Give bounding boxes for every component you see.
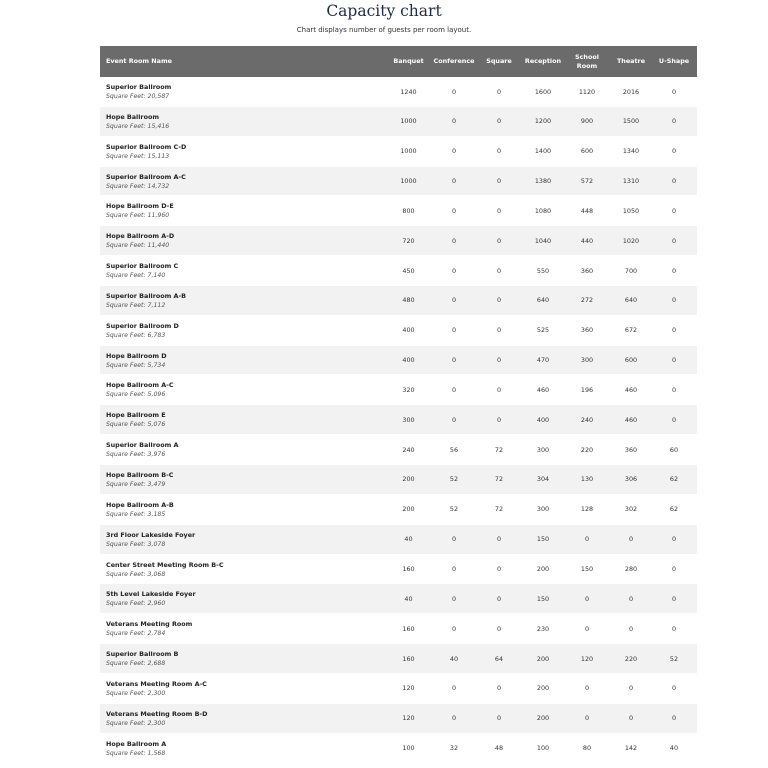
cell-square: 0: [496, 594, 502, 603]
room-square-feet: Square Feet: 3,068: [106, 570, 166, 578]
cell-conference: 0: [451, 177, 457, 186]
cell-reception: 1600: [534, 87, 552, 96]
cell-square: 0: [496, 236, 502, 245]
table-row: [100, 196, 697, 226]
table-row: [100, 286, 697, 316]
cell-banquet: 100: [402, 744, 415, 753]
room-name: Veterans Meeting Room B-D: [106, 709, 208, 718]
cell-room: [106, 381, 356, 399]
cell-room: [106, 173, 356, 191]
cell-u-shape: 0: [671, 535, 677, 544]
cell-room: [106, 650, 356, 668]
cell-banquet: 120: [402, 714, 415, 723]
room-square-feet: Square Feet: 5,734: [106, 361, 166, 369]
cell-square: 0: [496, 206, 502, 215]
table-row: [100, 137, 697, 167]
cell-reception: 200: [536, 565, 550, 573]
cell-square: 0: [496, 147, 502, 156]
cell-school-room: 300: [580, 356, 594, 365]
cell-theatre: 2016: [622, 87, 640, 96]
cell-reception: 200: [536, 684, 550, 693]
cell-square: 0: [496, 356, 502, 365]
cell-conference: 0: [451, 415, 457, 424]
table-row: [100, 734, 697, 764]
room-name: Hope Ballroom A-C: [106, 381, 174, 390]
table-row: [100, 704, 697, 734]
header-reception: Reception: [524, 57, 562, 65]
cell-theatre: 0: [628, 624, 634, 633]
cell-conference: 0: [451, 594, 457, 603]
cell-u-shape: 0: [671, 147, 677, 156]
cell-banquet: 320: [402, 385, 415, 394]
cell-reception: 200: [536, 654, 550, 663]
cell-u-shape: 0: [671, 87, 677, 96]
cell-square: 0: [496, 117, 502, 126]
cell-theatre: 142: [624, 744, 638, 753]
cell-room: [106, 531, 356, 549]
cell-theatre: 280: [624, 565, 638, 573]
table-row: [100, 316, 697, 346]
cell-room: [106, 740, 356, 758]
room-square-feet: Square Feet: 2,688: [106, 660, 166, 668]
cell-u-shape: 62: [669, 505, 679, 514]
cell-conference: 0: [451, 535, 457, 544]
cell-banquet: 1000: [400, 147, 417, 156]
room-name: 3rd Floor Lakeside Foyer: [106, 530, 196, 539]
cell-u-shape: 40: [669, 744, 679, 753]
room-name: Superior Ballroom A: [106, 441, 179, 450]
cell-school-room: 0: [584, 624, 590, 633]
cell-reception: 1380: [534, 177, 552, 186]
cell-theatre: 460: [624, 385, 638, 394]
cell-u-shape: 0: [671, 266, 677, 275]
cell-theatre: 460: [624, 415, 638, 424]
cell-theatre: 0: [628, 535, 634, 544]
cell-room: [106, 202, 356, 220]
cell-school-room: 0: [584, 594, 590, 603]
table-row: [100, 584, 697, 614]
room-name: Superior Ballroom A-B: [106, 291, 187, 300]
room-square-feet: Square Feet: 1,568: [106, 749, 166, 757]
cell-reception: 1400: [534, 147, 552, 156]
cell-square: 72: [494, 505, 504, 514]
room-square-feet: Square Feet: 3,479: [106, 480, 166, 488]
cell-school-room: 1120: [578, 87, 596, 96]
cell-square: 0: [496, 624, 502, 633]
cell-theatre: 1340: [622, 147, 640, 156]
cell-school-room: 80: [582, 744, 592, 753]
table-row: [100, 525, 697, 555]
room-square-feet: Square Feet: 5,096: [106, 391, 166, 399]
header-school-room-line1: School: [575, 52, 599, 61]
table-row: [100, 435, 697, 465]
cell-theatre: 700: [624, 266, 638, 275]
cell-theatre: 360: [624, 445, 638, 454]
room-name: Superior Ballroom B: [106, 650, 179, 659]
cell-theatre: 1310: [622, 177, 640, 186]
header-banquet: Banquet: [393, 57, 424, 65]
cell-reception: 1200: [534, 117, 552, 126]
room-name: Veterans Meeting Room A-C: [106, 679, 207, 688]
cell-room: [106, 501, 356, 519]
cell-banquet: 1240: [400, 87, 417, 96]
cell-u-shape: 0: [671, 385, 677, 394]
table-row: [100, 555, 697, 585]
room-name: Hope Ballroom A: [106, 739, 167, 748]
table-row: [100, 107, 697, 137]
cell-conference: 0: [451, 385, 457, 394]
cell-banquet: 1000: [400, 177, 417, 186]
table-row: [100, 644, 697, 674]
cell-square: 48: [494, 744, 504, 753]
cell-theatre: 0: [628, 594, 634, 603]
cell-u-shape: 52: [669, 654, 679, 663]
cell-square: 0: [496, 565, 502, 573]
cell-banquet: 40: [404, 535, 413, 544]
cell-reception: 400: [536, 415, 550, 424]
header-u-shape: U-Shape: [658, 57, 690, 65]
room-name: Veterans Meeting Room: [106, 620, 193, 629]
cell-room: [106, 352, 356, 370]
cell-conference: 0: [451, 624, 457, 633]
cell-conference: 0: [451, 296, 457, 305]
room-square-feet: Square Feet: 15,416: [106, 122, 170, 130]
table-row: [100, 495, 697, 525]
room-square-feet: Square Feet: 7,140: [106, 272, 166, 280]
room-square-feet: Square Feet: 3,976: [106, 451, 166, 459]
room-name: Superior Ballroom: [106, 83, 172, 91]
cell-conference: 0: [451, 87, 457, 96]
cell-square: 64: [494, 654, 504, 663]
table-row: [100, 465, 697, 495]
cell-reception: 100: [536, 744, 550, 753]
cell-school-room: 360: [580, 266, 594, 275]
cell-school-room: 572: [580, 177, 594, 186]
cell-room: [106, 232, 356, 250]
cell-square: 0: [496, 415, 502, 424]
cell-conference: 0: [451, 565, 457, 573]
cell-room: [106, 620, 356, 638]
room-square-feet: Square Feet: 20,587: [106, 93, 170, 100]
cell-reception: 460: [536, 385, 550, 394]
table-row: [100, 256, 697, 286]
cell-conference: 0: [451, 684, 457, 693]
cell-square: 72: [494, 475, 504, 484]
room-square-feet: Square Feet: 11,960: [106, 212, 170, 220]
cell-reception: 640: [536, 296, 550, 305]
cell-school-room: 120: [580, 654, 594, 663]
cell-reception: 200: [536, 714, 550, 723]
cell-square: 0: [496, 684, 502, 693]
cell-school-room: 128: [580, 505, 594, 514]
cell-reception: 150: [536, 535, 550, 544]
table-row: [100, 346, 697, 376]
room-name: Superior Ballroom C-D: [106, 142, 187, 151]
cell-reception: 230: [536, 624, 550, 633]
cell-room: [106, 322, 356, 340]
cell-banquet: 720: [402, 236, 415, 245]
cell-conference: 0: [451, 117, 457, 126]
room-square-feet: Square Feet: 15,113: [106, 152, 170, 160]
cell-school-room: 272: [580, 296, 594, 305]
cell-reception: 1040: [534, 236, 552, 245]
cell-banquet: 400: [402, 326, 415, 335]
cell-u-shape: 0: [671, 296, 677, 305]
cell-square: 0: [496, 87, 502, 96]
table-row: [100, 167, 697, 197]
cell-square: 0: [496, 296, 502, 305]
cell-school-room: 440: [580, 236, 594, 245]
cell-theatre: 1050: [622, 206, 640, 215]
cell-room: [106, 471, 356, 489]
page-subtitle: Chart displays number of guests per room layout.: [296, 26, 472, 34]
cell-u-shape: 0: [671, 714, 677, 723]
header-square: Square: [486, 57, 512, 65]
cell-theatre: 1500: [622, 117, 640, 126]
cell-banquet: 40: [404, 594, 413, 603]
table-row: [100, 375, 697, 405]
cell-conference: 0: [451, 206, 457, 215]
cell-banquet: 160: [402, 565, 415, 573]
cell-school-room: 448: [580, 206, 594, 215]
room-square-feet: Square Feet: 2,300: [106, 689, 166, 697]
header-school-room-line2: Room: [576, 61, 598, 70]
room-name: Hope Ballroom: [106, 112, 160, 121]
cell-conference: 52: [449, 505, 459, 514]
cell-school-room: 0: [584, 684, 590, 693]
cell-conference: 0: [451, 147, 457, 156]
room-square-feet: Square Feet: 2,300: [106, 719, 166, 727]
cell-square: 0: [496, 714, 502, 723]
cell-u-shape: 0: [671, 326, 677, 335]
table-row: [100, 77, 697, 107]
cell-square: 0: [496, 177, 502, 186]
room-square-feet: Square Feet: 11,440: [106, 242, 170, 250]
cell-room: [106, 441, 356, 459]
cell-school-room: 130: [580, 475, 594, 484]
cell-room: [106, 411, 356, 429]
cell-banquet: 300: [402, 415, 415, 424]
cell-banquet: 1000: [400, 117, 417, 126]
room-square-feet: Square Feet: 2,784: [106, 630, 166, 638]
cell-square: 0: [496, 535, 502, 544]
cell-banquet: 200: [402, 475, 415, 484]
page-title: Capacity chart: [326, 2, 442, 20]
header-school-room: [567, 46, 607, 77]
cell-theatre: 672: [624, 326, 638, 335]
cell-banquet: 400: [402, 356, 415, 365]
cell-conference: 52: [449, 475, 459, 484]
cell-reception: 550: [536, 266, 550, 275]
room-name: Hope Ballroom E: [106, 411, 166, 420]
room-square-feet: Square Feet: 3,185: [106, 510, 166, 518]
cell-u-shape: 0: [671, 684, 677, 693]
cell-banquet: 160: [402, 624, 415, 633]
room-name: 5th Level Lakeside Foyer: [106, 590, 196, 599]
cell-school-room: 360: [580, 326, 594, 335]
cell-room: [106, 680, 356, 698]
cell-u-shape: 0: [671, 415, 677, 424]
room-name: Hope Ballroom A-B: [106, 500, 174, 509]
room-square-feet: Square Feet: 7,112: [106, 301, 166, 309]
cell-theatre: 1020: [622, 236, 640, 245]
cell-banquet: 480: [402, 296, 415, 305]
cell-room: [106, 262, 356, 280]
cell-room: [106, 143, 356, 161]
cell-reception: 470: [536, 356, 550, 365]
header-conference: Conference: [433, 57, 475, 65]
cell-school-room: 220: [580, 445, 594, 454]
room-name: Superior Ballroom A-C: [106, 172, 186, 181]
cell-room: [106, 113, 356, 131]
table-row: [100, 405, 697, 435]
cell-reception: 300: [536, 505, 550, 514]
cell-banquet: 800: [402, 206, 415, 215]
cell-u-shape: 0: [671, 356, 677, 365]
room-square-feet: Square Feet: 2,960: [106, 600, 166, 608]
room-name: Hope Ballroom D: [106, 351, 167, 360]
cell-conference: 0: [451, 714, 457, 723]
room-square-feet: Square Feet: 6,783: [106, 331, 166, 339]
cell-reception: 300: [536, 445, 550, 454]
cell-u-shape: 0: [671, 624, 677, 633]
cell-room: [106, 590, 356, 608]
cell-u-shape: 0: [671, 594, 677, 603]
cell-banquet: 160: [402, 654, 415, 663]
cell-conference: 0: [451, 326, 457, 335]
cell-square: 0: [496, 385, 502, 394]
cell-theatre: 0: [628, 714, 634, 723]
cell-theatre: 306: [624, 475, 638, 484]
table-body: [100, 77, 697, 763]
cell-reception: 304: [536, 475, 550, 484]
cell-banquet: 450: [402, 266, 415, 275]
cell-theatre: 640: [624, 296, 638, 305]
cell-banquet: 240: [402, 445, 415, 454]
cell-u-shape: 62: [669, 475, 679, 484]
room-name: Hope Ballroom B-C: [106, 470, 174, 479]
room-name: Superior Ballroom D: [106, 321, 179, 330]
cell-u-shape: 0: [671, 117, 677, 126]
cell-school-room: 150: [580, 565, 594, 573]
cell-u-shape: 0: [671, 177, 677, 186]
cell-banquet: 120: [402, 684, 415, 693]
cell-school-room: 0: [584, 535, 590, 544]
cell-conference: 0: [451, 236, 457, 245]
cell-conference: 40: [449, 654, 459, 663]
room-square-feet: Square Feet: 14,732: [106, 182, 170, 190]
room-square-feet: Square Feet: 3,078: [106, 540, 166, 548]
room-name: Superior Ballroom C: [106, 262, 179, 271]
cell-conference: 0: [451, 356, 457, 365]
cell-u-shape: 0: [671, 565, 677, 573]
cell-square: 72: [494, 445, 504, 454]
cell-room: [106, 710, 356, 728]
cell-reception: 1080: [534, 206, 552, 215]
table-header: [100, 46, 697, 77]
cell-u-shape: 0: [671, 236, 677, 245]
cell-school-room: 240: [580, 415, 594, 424]
capacity-table: [100, 46, 697, 763]
cell-u-shape: 0: [671, 206, 677, 215]
room-name: Hope Ballroom A-D: [106, 232, 175, 241]
cell-room: [106, 561, 356, 579]
cell-room: [106, 83, 356, 101]
cell-conference: 32: [449, 744, 459, 753]
cell-school-room: 196: [580, 385, 594, 394]
cell-conference: 56: [449, 445, 459, 454]
cell-theatre: 0: [628, 684, 634, 693]
cell-reception: 150: [536, 594, 550, 603]
table-row: [100, 226, 697, 256]
cell-square: 0: [496, 266, 502, 275]
cell-square: 0: [496, 326, 502, 335]
table-row: [100, 674, 697, 704]
cell-school-room: 600: [580, 147, 594, 156]
cell-u-shape: 60: [669, 445, 679, 454]
cell-theatre: 302: [624, 505, 638, 514]
header-event-room-name: Event Room Name: [106, 57, 172, 65]
room-name: Hope Ballroom D-E: [106, 202, 174, 211]
room-square-feet: Square Feet: 5,076: [106, 421, 166, 429]
cell-reception: 525: [536, 326, 550, 335]
cell-school-room: 900: [580, 117, 594, 126]
cell-theatre: 220: [624, 654, 638, 663]
cell-conference: 0: [451, 266, 457, 275]
cell-school-room: 0: [584, 714, 590, 723]
cell-theatre: 600: [624, 356, 638, 365]
table-row: [100, 614, 697, 644]
cell-room: [106, 292, 356, 310]
cell-banquet: 200: [402, 505, 415, 514]
header-theatre: Theatre: [616, 57, 646, 65]
room-name: Center Street Meeting Room B-C: [106, 560, 224, 569]
